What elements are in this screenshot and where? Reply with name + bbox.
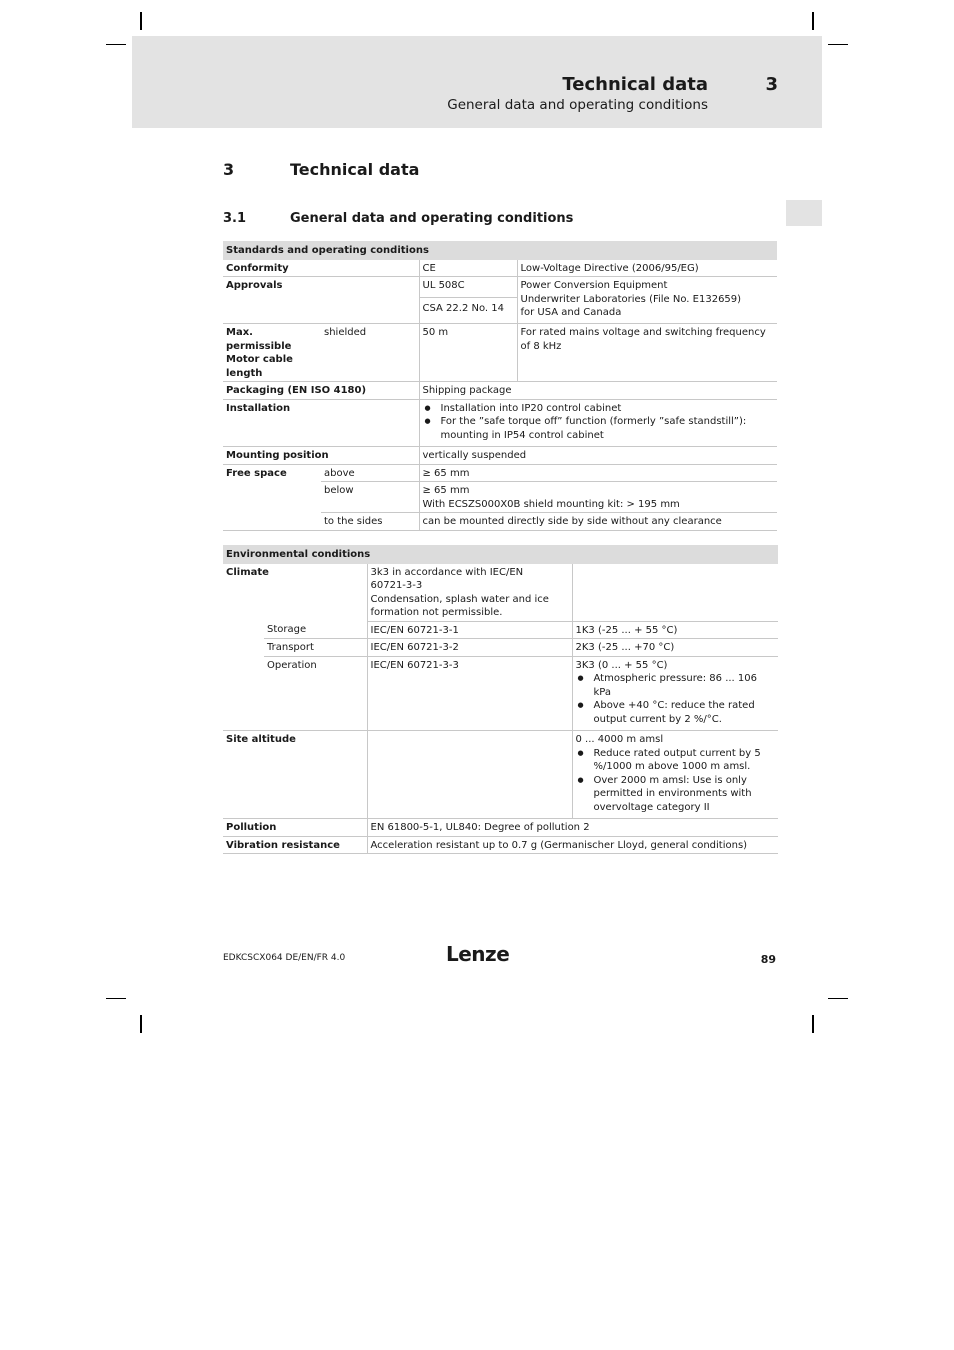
table-section-header [223,241,777,260]
crop-mark [828,998,848,999]
heading2-number: 3.1 [223,211,247,226]
crop-mark [812,12,814,30]
table-row [223,277,777,298]
vibration-value: Acceleration resistant up to 0.7 g (Germanischer Lloyd, general conditions) [367,836,778,854]
motor-cable-label-line: Max. permissible [226,327,292,352]
packaging-value: Shipping package [419,382,777,400]
approvals-note-line: Underwriter Laboratories (File No. E132659) [520,293,742,305]
approvals-note-line: for USA and Canada [520,307,622,318]
altitude-value: 0 ... 4000 m amsl [575,734,664,745]
standards-table [223,241,777,531]
environment-table [223,545,778,854]
free-space-above-label: above [321,464,419,482]
crop-mark [106,44,126,45]
motor-cable-value: 50 m [419,324,517,382]
storage-value: 1K3 (-25 ... + 55 °C) [572,621,778,639]
free-space-label: Free space [223,464,321,530]
lenze-logo: Lenze [446,942,510,966]
free-space-sides-value: can be mounted directly side by side without any clearance [419,513,777,531]
table-row [223,464,777,482]
motor-cable-label [223,324,321,382]
table-row [223,399,777,447]
pollution-value: EN 61800-5-1, UL840: Degree of pollution 2 [367,819,778,837]
installation-list-cell [419,399,777,447]
crop-mark [140,1015,142,1033]
conformity-value: CE [419,260,517,277]
free-space-above-value: ≥ 65 mm [419,464,777,482]
operation-label: Operation [264,656,367,731]
heading2-text: General data and operating conditions [290,211,574,226]
packaging-label: Packaging (EN ISO 4180) [223,382,419,400]
page-number: 89 [760,953,776,966]
motor-cable-sub: shielded [321,324,419,382]
altitude-list [576,747,776,815]
installation-list [423,402,775,443]
table-row [223,819,778,837]
list-item: ● Reduce rated output current by 5 %/1000 m above 1000 m amsl. [594,747,776,774]
indent-spacer [223,656,264,731]
footer-doc-code: EDKCSCX064 DE/EN/FR 4.0 [223,953,346,963]
header-subtitle: General data and operating conditions [447,97,708,113]
operation-std: IEC/EN 60721-3-3 [367,656,572,731]
table-row [223,324,777,382]
indent-spacer [223,621,264,639]
motor-cable-label-line: length [226,367,263,379]
motor-cable-note: For rated mains voltage and switching frequency of 8 kHz [517,324,777,382]
mounting-label: Mounting position [223,447,419,465]
list-item: ● Above +40 °C: reduce the rated output current by 2 %/°C. [594,699,776,726]
crop-mark [828,44,848,45]
climate-value-line: 60721-3-3 [370,580,423,591]
approvals-note [517,277,777,324]
table-row [223,447,777,465]
climate-value-line: 3k3 in accordance with IEC/EN [370,566,524,578]
altitude-value-cell [572,731,778,819]
heading1-number: 3 [223,160,235,179]
climate-value [367,564,572,622]
chapter-side-tab [786,200,822,226]
approvals-label: Approvals [223,277,419,324]
table-row [223,621,778,639]
pollution-label: Pollution [223,819,367,837]
operation-value-cell [572,656,778,731]
indent-spacer [223,639,264,657]
climate-label: Climate [226,566,269,578]
approvals-csa: CSA 22.2 No. 14 [419,298,517,324]
installation-label: Installation [223,399,419,447]
table-row [223,260,777,277]
crop-mark [140,12,142,30]
free-space-sides-label: to the sides [321,513,419,531]
storage-label: Storage [264,621,367,639]
list-item: ● For the ”safe torque off” function (formerly ”safe standstill”): mounting in IP54 control cabinet [441,415,775,442]
free-space-below-line: ≥ 65 mm [422,485,470,496]
operation-value: 3K3 (0 ... + 55 °C) [575,659,668,671]
free-space-below-label: below [321,482,419,513]
header-chapter-number: 3 [765,74,778,95]
altitude-label: Site altitude [223,731,367,819]
header-title: Technical data [562,74,708,95]
free-space-below-value [419,482,777,513]
table-section-header [223,545,778,564]
climate-value-line: Condensation, splash water and ice [370,593,549,605]
climate-empty [572,564,778,622]
conformity-label: Conformity [223,260,419,277]
table-row [223,731,778,819]
list-item: ● Over 2000 m amsl: Use is only permitted in environments with overvoltage category II [594,774,776,815]
transport-label: Transport [264,639,367,657]
approvals-note-line: Power Conversion Equipment [520,280,668,291]
table-row [223,639,778,657]
motor-cable-label-line: Motor cable [226,354,293,365]
heading1-text: Technical data [290,160,420,179]
table-row [223,656,778,731]
environment-section-title: Environmental conditions [223,545,778,564]
operation-list [576,672,776,726]
vibration-label: Vibration resistance [223,836,367,854]
conformity-note: Low-Voltage Directive (2006/95/EG) [517,260,777,277]
list-item: ● Installation into IP20 control cabinet [441,402,775,416]
free-space-below-line: With ECSZS000X0B shield mounting kit: > 195 mm [422,498,680,510]
table-row [223,564,778,622]
mounting-value: vertically suspended [419,447,777,465]
list-item: ● Atmospheric pressure: 86 ... 106 kPa [594,672,776,699]
transport-std: IEC/EN 60721-3-2 [367,639,572,657]
approvals-ul: UL 508C [419,277,517,298]
table-row [223,836,778,854]
altitude-empty [367,731,572,819]
standards-section-title: Standards and operating conditions [223,241,777,260]
climate-value-line: formation not permissible. [370,607,503,618]
crop-mark [106,998,126,999]
storage-std: IEC/EN 60721-3-1 [367,621,572,639]
header-band [132,36,822,128]
crop-mark [812,1015,814,1033]
transport-value: 2K3 (-25 ... +70 °C) [572,639,778,657]
table-row [223,382,777,400]
